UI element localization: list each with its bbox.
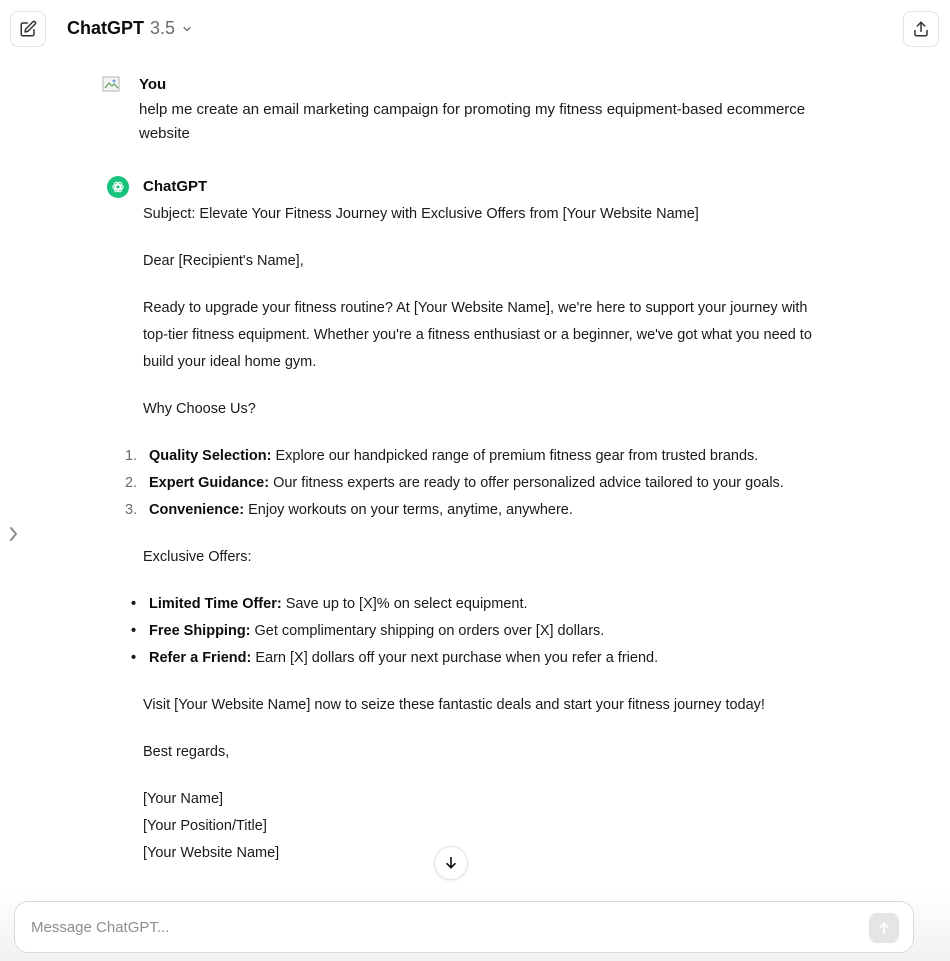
email-intro: Ready to upgrade your fitness routine? At [Your Website Name], we're here to support your journey with top-tier fitness equipment. Whether you're a fitness enthusiast or a beginner, we've got what you need to build your ideal home gym. <box>143 300 812 370</box>
send-button[interactable] <box>869 913 899 943</box>
signature-website: [Your Website Name] <box>143 845 280 861</box>
arrow-down-icon <box>443 855 459 871</box>
list-item: • Limited Time Offer: Save up to [X]% on select equipment. <box>131 596 528 612</box>
chevron-right-icon <box>8 524 20 544</box>
email-cta: Visit [Your Website Name] now to seize these fantastic deals and start your fitness journey today! <box>143 697 765 713</box>
list-item: • Refer a Friend: Earn [X] dollars off your next purchase when you refer a friend. <box>131 650 659 666</box>
email-subject: Subject: Elevate Your Fitness Journey with Exclusive Offers from [Your Website Name] <box>143 206 699 222</box>
openai-logo-icon <box>111 180 125 194</box>
message-composer <box>14 901 914 953</box>
reasons-list <box>125 443 833 524</box>
chatgpt-avatar <box>107 176 129 198</box>
signature-title: [Your Position/Title] <box>143 818 267 834</box>
arrow-up-icon <box>876 920 892 936</box>
list-item: 3. Convenience: Enjoy workouts on your terms, anytime, anywhere. <box>125 502 573 518</box>
chevron-down-icon <box>181 23 193 35</box>
model-name: ChatGPT <box>67 18 145 38</box>
offers-heading: Exclusive Offers: <box>143 549 252 565</box>
new-chat-button[interactable] <box>10 11 46 47</box>
assistant-author-label: ChatGPT <box>143 178 208 195</box>
model-version: 3.5 <box>150 18 176 38</box>
list-item: • Free Shipping: Get complimentary shipping on orders over [X] dollars. <box>131 623 605 639</box>
why-heading: Why Choose Us? <box>143 401 256 417</box>
scroll-to-bottom-button[interactable] <box>434 846 468 880</box>
email-greeting: Dear [Recipient's Name], <box>143 253 304 269</box>
signature-name: [Your Name] <box>143 791 224 807</box>
email-closing: Best regards, <box>143 744 230 760</box>
list-item: 2. Expert Guidance: Our fitness experts are ready to offer personalized advice tailored to your goals. <box>125 475 784 491</box>
edit-icon <box>19 20 37 38</box>
model-selector[interactable] <box>67 18 193 39</box>
sidebar-toggle[interactable] <box>8 524 20 550</box>
offers-list <box>131 591 833 672</box>
broken-image-icon <box>101 74 123 96</box>
user-message: help me create an email marketing campaign for promoting my fitness equipment-based ecommerce website <box>139 101 806 142</box>
user-avatar <box>101 74 123 96</box>
share-icon <box>912 20 930 38</box>
list-item: 1. Quality Selection: Explore our handpicked range of premium fitness gear from trusted brands. <box>125 448 759 464</box>
message-input[interactable] <box>31 919 851 936</box>
assistant-message <box>125 201 833 867</box>
share-button[interactable] <box>903 11 939 47</box>
user-author-label: You <box>139 76 167 93</box>
